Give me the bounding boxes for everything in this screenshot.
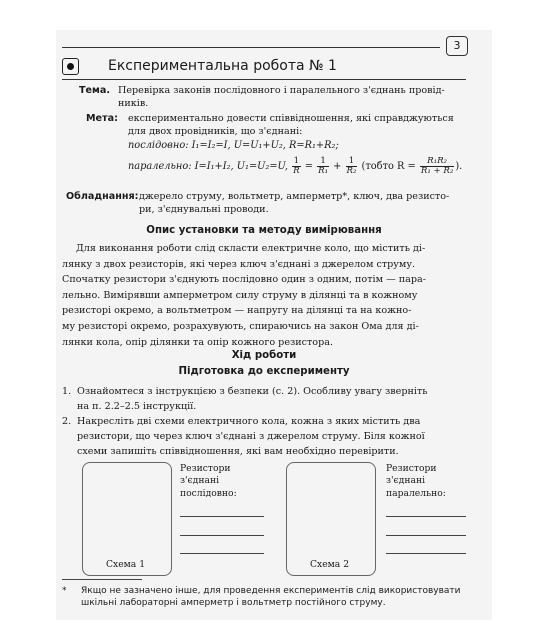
scheme-2-caption: Схема 2 — [310, 559, 350, 570]
section-heading-procedure: Хід роботи — [231, 350, 297, 361]
parallel-formula: паралельно: I=I₁+I₂, U₁=U₂=U, $\frac{1}{R}$ = $\frac{1}{\text{R₁}}$ + $\frac{1}{\text{R₂}}$ (тобто R = $\frac{\text{R₁R₂}}{\text{R₁ + R₂}}$ ). — [128, 156, 463, 177]
header-rule — [62, 47, 440, 48]
scheme-2-answer-line[interactable] — [386, 535, 466, 536]
page-title: Експериментальна робота № 1 — [108, 58, 337, 74]
page-number: 3 — [446, 36, 468, 56]
title-rule — [62, 79, 466, 80]
section-subheading-preparation: Підготовка до експерименту — [178, 366, 350, 377]
list-item: 1. Ознайомтеся з інструкцією з безпеки (с. 2). Особливу увагу зверніть на п. 2.2–2.5 інструкції. — [62, 386, 428, 413]
list-item: 2. Накресліть дві схеми електричного кола, кожна з яких містить два резистори, що через ключ з'єднані з джерелом струму. Біля кожної схеми запишіть співвідношення, які вам необхідно перевірити. — [62, 416, 425, 458]
serial-formula: I₁=I₂=I, U=U₁+U₂, R=R₁+R₂; — [191, 140, 339, 152]
footnote: * Якщо не зазначено інше, для проведення експериментів слід використовувати шкільні лабораторні амперметр і вольтметр постійного струму. — [62, 586, 461, 609]
target-icon — [62, 58, 79, 75]
tema-label: Тема. — [79, 85, 111, 96]
meta-label: Мета: — [86, 113, 118, 124]
equipment-text: джерело струму, вольтметр, амперметр*, ключ, два резисто- ри, з'єднувальні проводи. — [139, 191, 450, 216]
scheme-2-answer-line[interactable] — [386, 516, 466, 517]
scheme-1-answer-line[interactable] — [180, 516, 264, 517]
tema-text: Перевірка законів послідовного і паралельного з'єднань провід- ників. — [118, 85, 445, 110]
scheme-1-answer-line[interactable] — [180, 535, 264, 536]
scheme-1-caption: Схема 1 — [106, 559, 146, 570]
title-row — [62, 58, 466, 80]
scheme-2-label: Резистори з'єднані паралельно: — [386, 463, 446, 499]
scheme-1-answer-line[interactable] — [180, 553, 264, 554]
equipment-label: Обладнання: — [66, 191, 139, 202]
setup-paragraph: Для виконання роботи слід скласти електричне коло, що містить ді- лянку з двох резисторів, які через ключ з'єднані з джерелом струму. Спочатку резистори з'єднують послідовно один з одним, потім — пара- лельно. Вимірявши амперметром силу струму в ділянці та в кожному резисторі окремо, а вольтметром — напругу на ділянці та на кожно- му резисторі окремо, розрахувують, спираючись на закон Ома для ді- лянки кола, опір ділянки та опір кожного резистора. — [62, 243, 426, 348]
section-heading-setup: Опис установки та методу вимірювання — [146, 225, 382, 236]
footnote-rule — [62, 579, 142, 580]
scheme-2-answer-line[interactable] — [386, 553, 466, 554]
scheme-1-label: Резистори з'єднані послідовно: — [180, 463, 237, 499]
meta-text: експериментально довести співвідношення, які справджуються для двох провідників, що з'єднані: послідовно: I₁=I₂=I, U=U₁+U₂, R=R₁+R₂; паралельно: I=I₁+I₂, U₁=U₂=U, $\frac{1}{R}$ = $\frac{1}{\text{R₁}}$ + $\frac{1}{\text{R₂}}$ (тобто R = $\frac{\text{R₁R₂}}{\text{R₁ + R₂}}$ ). — [128, 112, 473, 180]
